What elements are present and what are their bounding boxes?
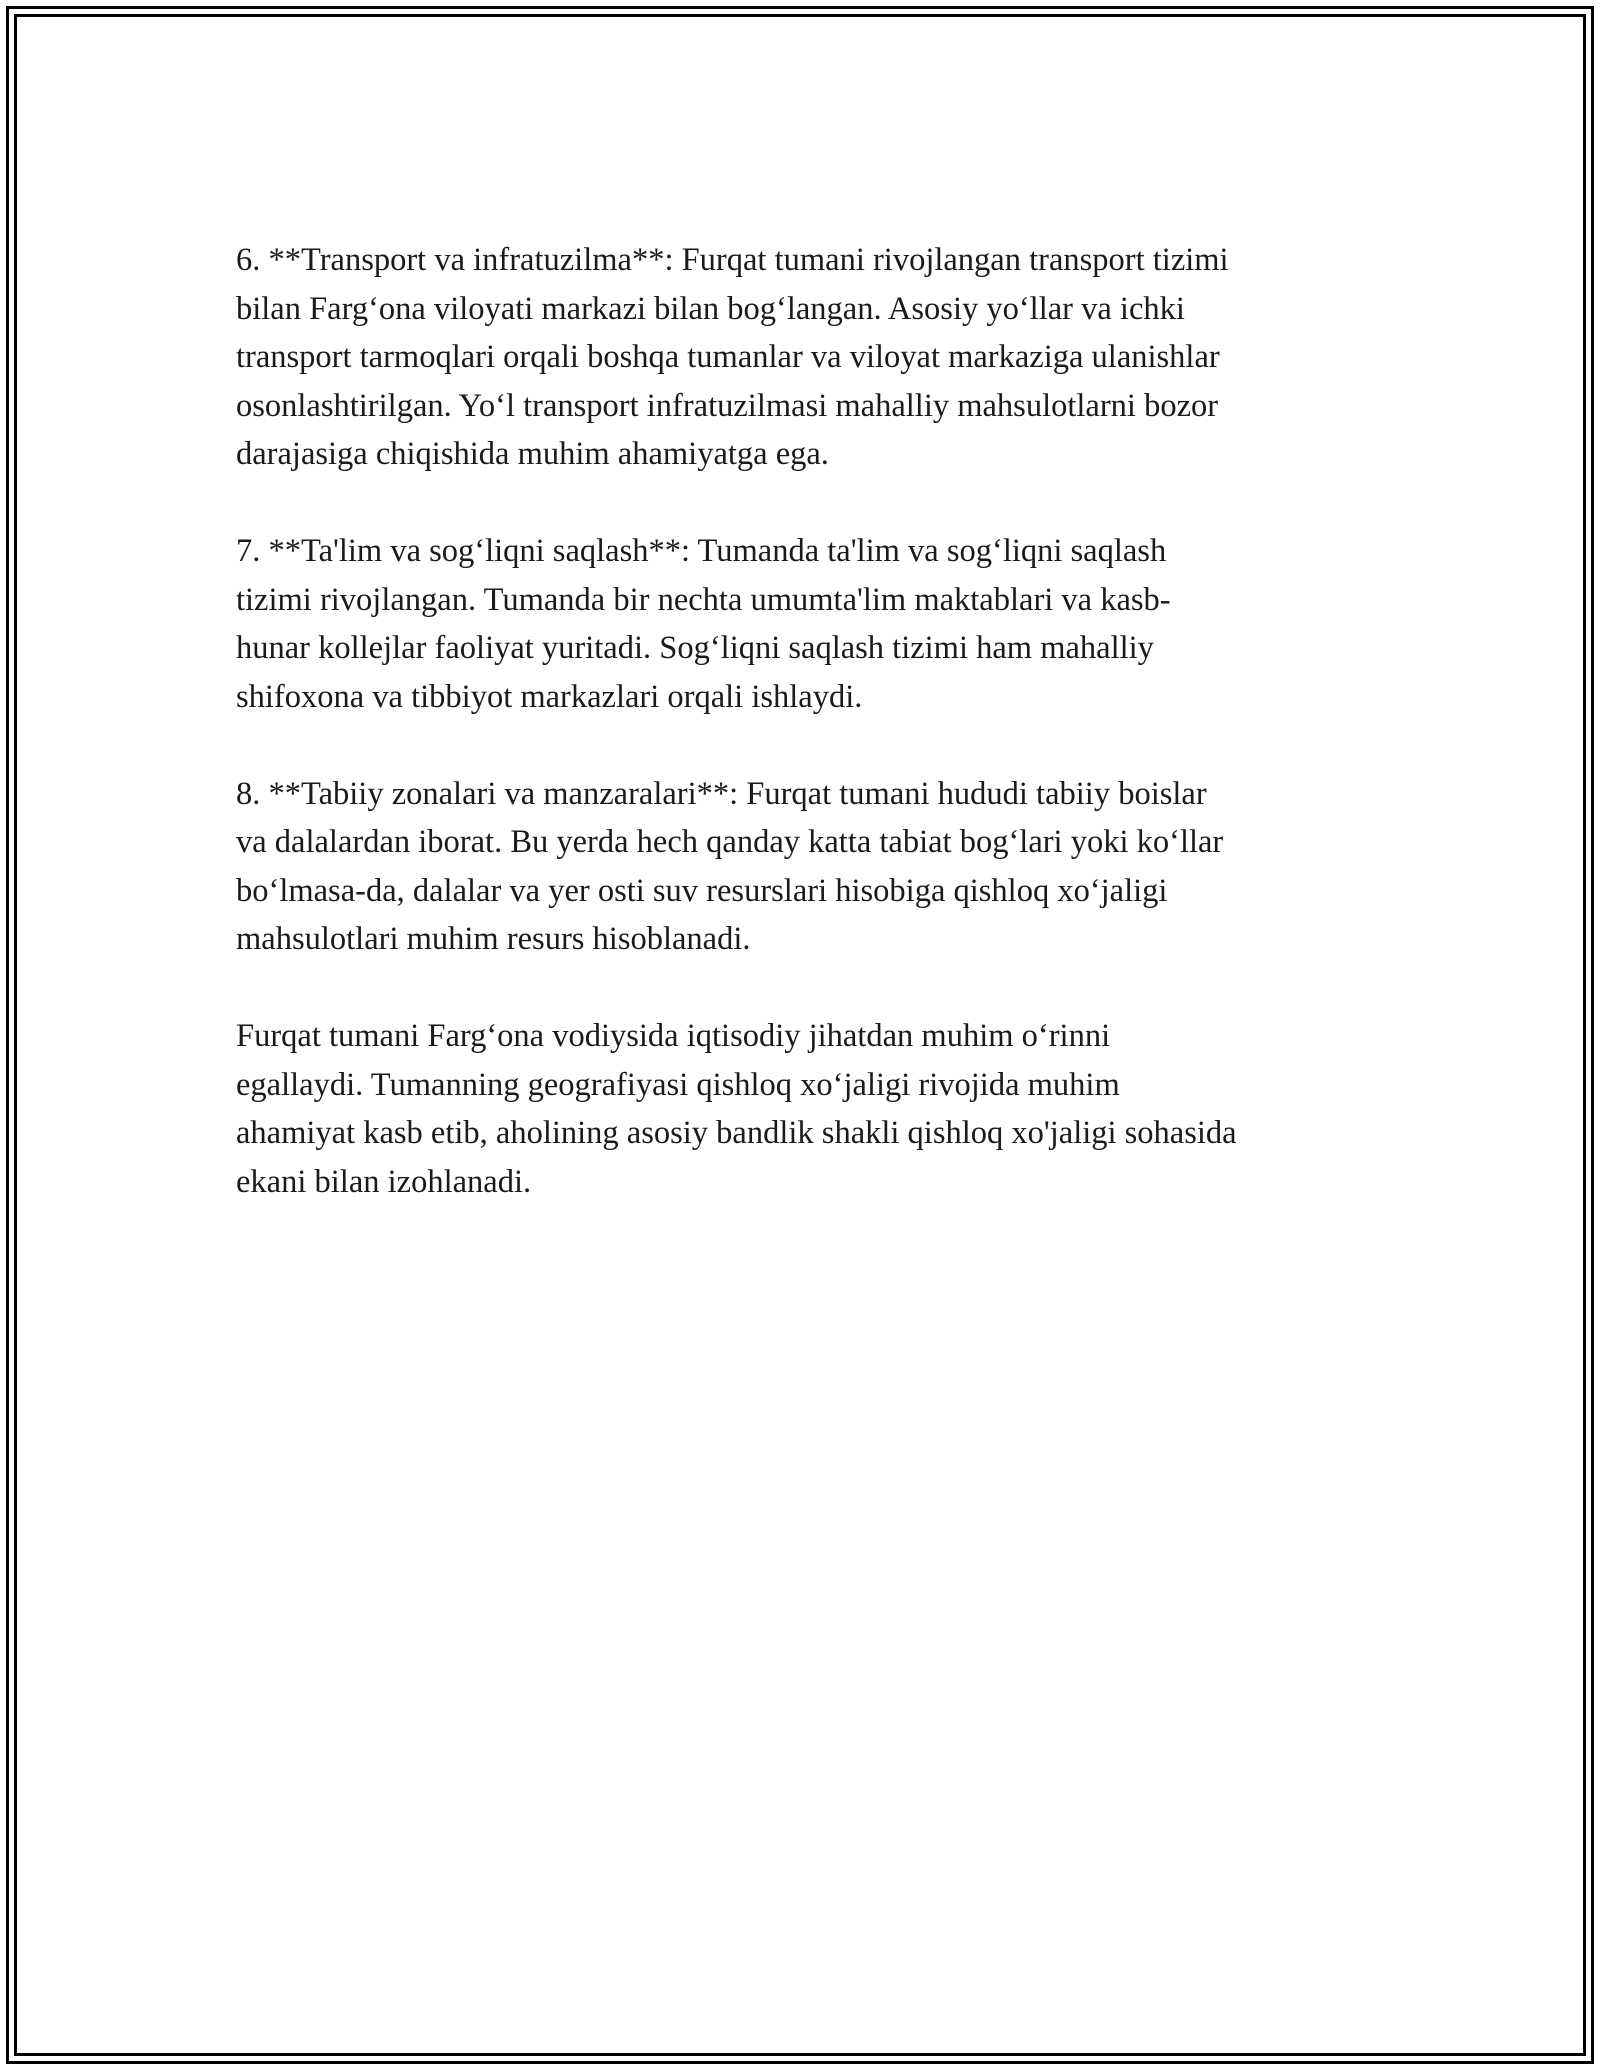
text-line: egallaydi. Tumanning geografiyasi qishloq xo‘jaligi rivojida muhim	[236, 1066, 1120, 1103]
text-line: va dalalardan iborat. Bu yerda hech qanday katta tabiat bog‘lari yoki ko‘llar	[236, 824, 1224, 860]
text-line: ekani bilan izohlanadi.	[236, 1163, 532, 1200]
document-body	[236, 236, 1386, 1255]
text-line: tizimi rivojlangan. Tumanda bir nechta umumta'lim maktablari va kasb-	[236, 581, 1171, 618]
text-line: bo‘lmasa-da, dalalar va yer osti suv resurslari hisobiga qishloq xo‘jaligi	[236, 872, 1168, 909]
text-line: Furqat tumani Farg‘ona vodiysida iqtisodiy jihatdan muhim o‘rinni	[236, 1018, 1111, 1054]
text-line: 7. **Ta'lim va sog‘liqni saqlash**: Tumanda ta'lim va sog‘liqni saqlash	[236, 533, 1167, 569]
text-line: transport tarmoqlari orqali boshqa tumanlar va viloyat markaziga ulanishlar	[236, 339, 1220, 375]
text-line: bilan Farg‘ona viloyati markazi bilan bog‘langan. Asosiy yo‘llar va ichki	[236, 290, 1185, 327]
text-line: 6. **Transport va infratuzilma**: Furqat tumani rivojlangan transport tizimi	[236, 242, 1229, 278]
page-border	[6, 6, 1594, 2064]
text-line: shifoxona va tibbiyot markazlari orqali ishlaydi.	[236, 678, 863, 715]
page-border-inner	[14, 14, 1586, 2056]
paragraph-natural-zones	[236, 770, 1386, 964]
text-line: hunar kollejlar faoliyat yuritadi. Sog‘liqni saqlash tizimi ham mahalliy	[236, 630, 1154, 666]
text-line: ahamiyat kasb etib, aholining asosiy bandlik shakli qishloq xo'jaligi sohasida	[236, 1115, 1237, 1151]
paragraph-education-health	[236, 527, 1386, 721]
text-line: osonlashtirilgan. Yo‘l transport infratuzilmasi mahalliy mahsulotlarni bozor	[236, 387, 1219, 424]
paragraph-transport	[236, 236, 1386, 479]
text-line: 8. **Tabiiy zonalari va manzaralari**: Furqat tumani hududi tabiiy boislar	[236, 775, 1207, 812]
text-line: mahsulotlari muhim resurs hisoblanadi.	[236, 921, 751, 957]
paragraph-conclusion	[236, 1012, 1386, 1206]
text-line: darajasiga chiqishida muhim ahamiyatga ega.	[236, 436, 829, 472]
